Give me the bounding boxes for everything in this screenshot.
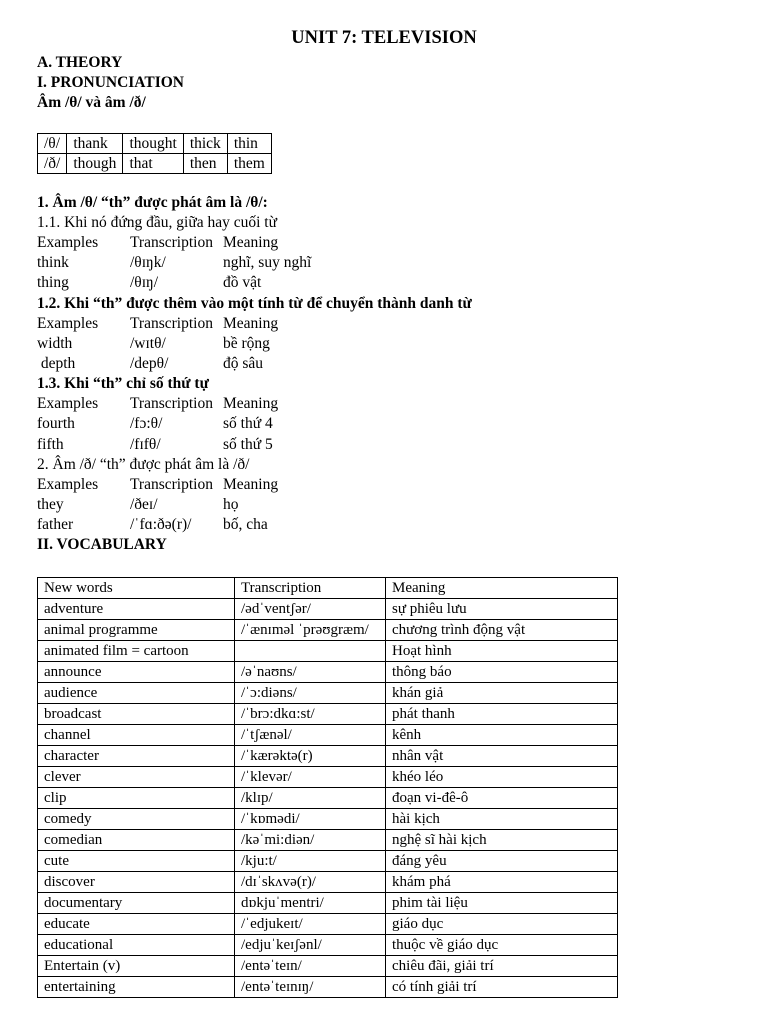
example-row <box>37 273 737 293</box>
vocab-meaning: khám phá <box>386 872 618 893</box>
vocab-row <box>38 662 618 683</box>
examples-label: Examples <box>37 395 99 413</box>
vocabulary-table <box>37 577 618 998</box>
example-word: they <box>37 495 64 513</box>
example-transcription: /θɪŋk/ <box>130 254 166 272</box>
example-row <box>37 414 737 434</box>
vocab-meaning: khán giả <box>386 683 618 704</box>
example-row <box>37 435 737 455</box>
vocab-header-cell: Transcription <box>235 578 386 599</box>
section-a-heading: A. THEORY <box>37 54 123 71</box>
vocab-row <box>38 788 618 809</box>
vocab-meaning: kênh <box>386 725 618 746</box>
vocab-word: comedian <box>38 830 235 851</box>
vocab-word: announce <box>38 662 235 683</box>
transcription-label: Transcription <box>130 234 213 251</box>
vocab-word: educate <box>38 914 235 935</box>
meaning-label: Meaning <box>223 234 279 251</box>
examples-label: Examples <box>37 314 99 332</box>
vocab-row <box>38 620 618 641</box>
vocab-meaning: thuộc về giáo dục <box>386 935 618 956</box>
example-meaning: số thứ 4 <box>223 415 273 433</box>
vocab-word: animated film = cartoon <box>38 641 235 662</box>
example-meaning: họ <box>223 495 239 513</box>
example-meaning: số thứ 5 <box>223 435 273 453</box>
vocab-row <box>38 851 618 872</box>
vocab-transcription: /əˈnaʊns/ <box>235 662 386 683</box>
examples-header <box>37 314 737 334</box>
rule-1-2-heading: 1.2. Khi “th” được thêm vào một tính từ để chuyển thành danh từ <box>37 294 472 312</box>
transcription-label: Transcription <box>130 314 213 332</box>
example-row <box>37 253 737 273</box>
meaning-label: Meaning <box>223 314 279 332</box>
vocab-row <box>38 599 618 620</box>
vocab-meaning: khéo léo <box>386 767 618 788</box>
example-meaning: độ sâu <box>223 354 264 372</box>
example-word: father <box>37 516 74 534</box>
examples-label: Examples <box>37 475 99 493</box>
vocab-meaning: có tính giải trí <box>386 977 618 998</box>
pron-cell: thick <box>183 134 227 154</box>
vocab-transcription: /dɪˈskʌvə(r)/ <box>235 872 386 893</box>
vocab-header-row <box>38 578 618 599</box>
pron-row-theta <box>38 134 272 154</box>
vocab-meaning: chiêu đãi, giải trí <box>386 956 618 977</box>
example-transcription: /ðeɪ/ <box>130 495 158 513</box>
pron-cell: thank <box>67 134 123 154</box>
vocab-meaning: đoạn vi-đê-ô <box>386 788 618 809</box>
rule-1-3-heading: 1.3. Khi “th” chỉ số thứ tự <box>37 375 209 393</box>
pron-cell: thin <box>227 134 271 154</box>
pronunciation-heading: I. PRONUNCIATION <box>37 74 184 91</box>
meaning-label: Meaning <box>223 475 279 493</box>
vocab-row <box>38 956 618 977</box>
example-word: depth <box>37 354 76 372</box>
sound-heading: Âm /θ/ và âm /ð/ <box>37 94 146 111</box>
examples-header <box>37 475 737 495</box>
vocab-header-cell: New words <box>38 578 235 599</box>
example-transcription: /wɪtθ/ <box>130 334 166 352</box>
vocab-transcription: /klɪp/ <box>235 788 386 809</box>
vocab-meaning: chương trình động vật <box>386 620 618 641</box>
vocab-word: documentary <box>38 893 235 914</box>
vocab-meaning: nghệ sĩ hài kịch <box>386 830 618 851</box>
vocab-row <box>38 893 618 914</box>
examples-label: Examples <box>37 234 99 251</box>
vocab-meaning: Hoạt hình <box>386 641 618 662</box>
example-word: width <box>37 334 73 352</box>
vocab-transcription: /entəˈteɪnɪŋ/ <box>235 977 386 998</box>
vocab-row <box>38 809 618 830</box>
pron-cell: that <box>123 154 183 174</box>
vocab-meaning: phim tài liệu <box>386 893 618 914</box>
example-word: fifth <box>37 435 64 453</box>
vocab-word: educational <box>38 935 235 956</box>
example-meaning: bề rộng <box>223 334 270 352</box>
unit-title: UNIT 7: TELEVISION <box>291 28 477 48</box>
vocab-word: comedy <box>38 809 235 830</box>
vocab-transcription: /ˈkɒmədi/ <box>235 809 386 830</box>
pron-row-eth <box>38 154 272 174</box>
vocab-word: audience <box>38 683 235 704</box>
vocab-word: clip <box>38 788 235 809</box>
example-transcription: /fɪfθ/ <box>130 435 161 453</box>
vocab-transcription: /ˈɔ:diəns/ <box>235 683 386 704</box>
example-row <box>37 495 737 515</box>
example-transcription: /θɪŋ/ <box>130 274 159 292</box>
example-meaning: đồ vật <box>223 274 262 292</box>
vocab-transcription: dɒkjuˈmentri/ <box>235 893 386 914</box>
rule-1-1-heading: 1.1. Khi nó đứng đầu, giữa hay cuối từ <box>37 214 278 231</box>
meaning-label: Meaning <box>223 395 279 413</box>
vocab-word: character <box>38 746 235 767</box>
vocab-meaning: sự phiêu lưu <box>386 599 618 620</box>
vocab-transcription: /ˈænɪməl ˈprəʊgræm/ <box>235 620 386 641</box>
vocab-transcription: /ˈklevər/ <box>235 767 386 788</box>
vocab-row <box>38 683 618 704</box>
pron-cell: /ð/ <box>38 154 67 174</box>
vocab-transcription: /kju:t/ <box>235 851 386 872</box>
vocab-transcription: /ˈedjukeɪt/ <box>235 914 386 935</box>
vocab-word: clever <box>38 767 235 788</box>
example-word: fourth <box>37 415 75 433</box>
vocab-row <box>38 725 618 746</box>
vocab-word: broadcast <box>38 704 235 725</box>
vocab-row <box>38 977 618 998</box>
vocab-word: channel <box>38 725 235 746</box>
examples-header <box>37 233 737 253</box>
example-meaning: bố, cha <box>223 516 268 534</box>
example-word: think <box>37 254 69 272</box>
vocab-row <box>38 746 618 767</box>
vocab-transcription: /kəˈmi:diən/ <box>235 830 386 851</box>
vocab-row <box>38 872 618 893</box>
pron-cell: though <box>67 154 123 174</box>
document-page <box>37 22 737 998</box>
vocab-word: Entertain (v) <box>38 956 235 977</box>
vocab-word: discover <box>38 872 235 893</box>
vocab-header-cell: Meaning <box>386 578 618 599</box>
vocab-transcription: /edjuˈkeɪʃənl/ <box>235 935 386 956</box>
rule-2-heading: 2. Âm /ð/ “th” được phát âm là /ð/ <box>37 455 250 473</box>
pronunciation-table <box>37 133 272 174</box>
example-transcription: /fɔ:θ/ <box>130 415 163 433</box>
vocab-meaning: nhân vật <box>386 746 618 767</box>
vocab-transcription: /ˈkærəktə(r) <box>235 746 386 767</box>
vocab-row <box>38 767 618 788</box>
vocab-row <box>38 830 618 851</box>
vocab-transcription: /ədˈventʃər/ <box>235 599 386 620</box>
vocab-transcription: /ˈtʃænəl/ <box>235 725 386 746</box>
pron-cell: thought <box>123 134 183 154</box>
example-row <box>37 354 737 374</box>
vocab-meaning: thông báo <box>386 662 618 683</box>
vocab-transcription <box>235 641 386 662</box>
example-word: thing <box>37 274 69 292</box>
vocabulary-heading: II. VOCABULARY <box>37 536 167 554</box>
vocab-meaning: hài kịch <box>386 809 618 830</box>
vocab-word: cute <box>38 851 235 872</box>
example-transcription: /depθ/ <box>130 354 169 372</box>
example-row <box>37 334 737 354</box>
vocab-meaning: giáo dục <box>386 914 618 935</box>
example-transcription: /ˈfɑ:ðə(r)/ <box>130 516 192 534</box>
transcription-label: Transcription <box>130 475 213 493</box>
vocab-meaning: phát thanh <box>386 704 618 725</box>
vocab-row <box>38 935 618 956</box>
examples-header <box>37 394 737 414</box>
vocab-row <box>38 641 618 662</box>
example-meaning: nghĩ, suy nghĩ <box>223 254 312 272</box>
vocab-word: entertaining <box>38 977 235 998</box>
vocab-word: adventure <box>38 599 235 620</box>
vocab-meaning: đáng yêu <box>386 851 618 872</box>
vocab-transcription: /entəˈteɪn/ <box>235 956 386 977</box>
pron-cell: /θ/ <box>38 134 67 154</box>
rule-1-heading: 1. Âm /θ/ “th” được phát âm là /θ/: <box>37 194 268 211</box>
transcription-label: Transcription <box>130 395 213 413</box>
pron-cell: then <box>183 154 227 174</box>
vocab-word: animal programme <box>38 620 235 641</box>
vocab-row <box>38 914 618 935</box>
pron-cell: them <box>227 154 271 174</box>
example-row <box>37 515 737 535</box>
vocab-transcription: /ˈbrɔ:dkɑ:st/ <box>235 704 386 725</box>
vocab-row <box>38 704 618 725</box>
